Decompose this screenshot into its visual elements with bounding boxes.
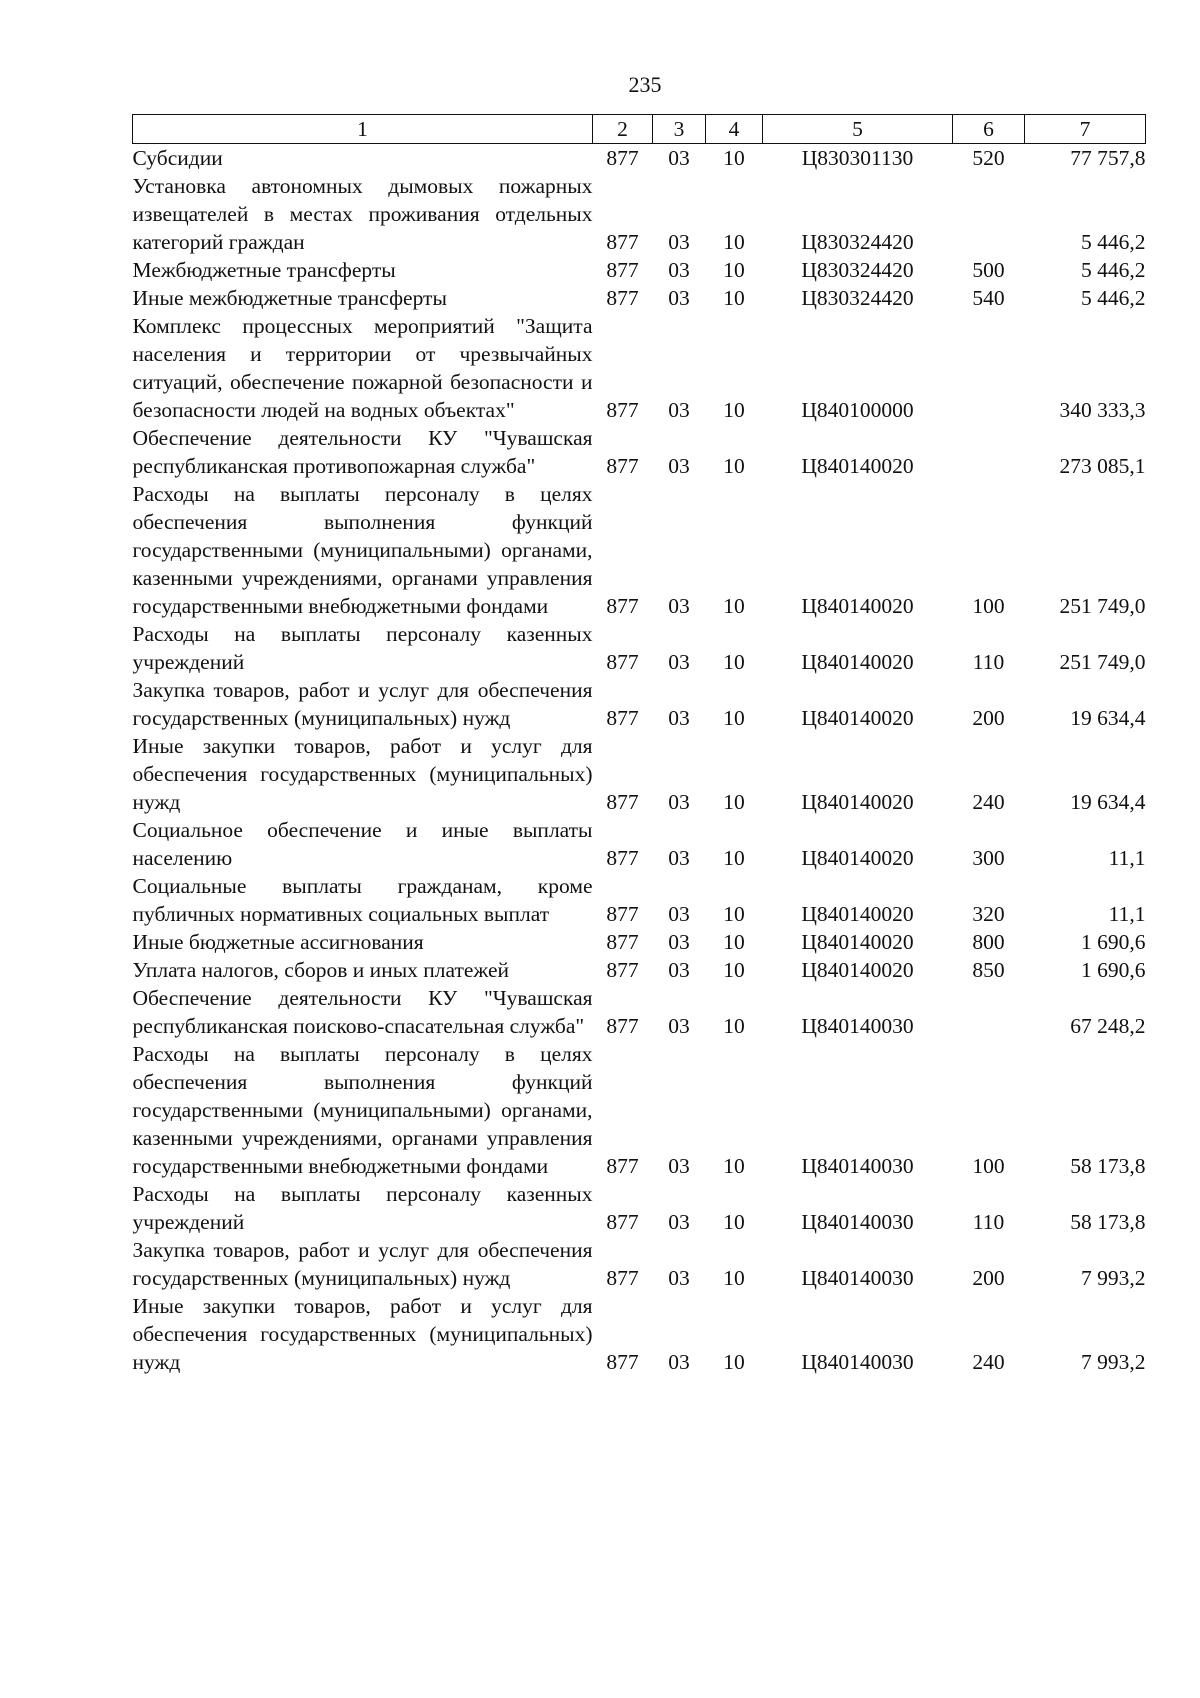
- ministry-code: 877: [606, 594, 639, 618]
- table-row: [133, 284, 1146, 312]
- ministry-code: 877: [606, 958, 639, 982]
- section-code: 03: [668, 258, 690, 282]
- expense-type-code: [953, 424, 1025, 480]
- subsection-code: 10: [723, 454, 745, 478]
- column-header: 6: [953, 115, 1025, 144]
- section-code: 03: [668, 846, 690, 870]
- expense-type-code: 100: [972, 594, 1005, 618]
- target-article-code: Ц830324420: [801, 230, 914, 254]
- ministry-code: 877: [606, 930, 639, 954]
- section-code: 03: [668, 1014, 690, 1038]
- column-header: 4: [706, 115, 763, 144]
- section-code: 03: [668, 1154, 690, 1178]
- target-article-code: Ц840140020: [801, 454, 914, 478]
- amount: 58 173,8: [1070, 1154, 1146, 1178]
- target-article-code: Ц830301130: [801, 146, 914, 170]
- subsection-code: 10: [723, 650, 745, 674]
- amount: 7 993,2: [1081, 1350, 1146, 1374]
- subsection-code: 10: [723, 258, 745, 282]
- amount: 1 690,6: [1081, 930, 1146, 954]
- subsection-code: 10: [723, 230, 745, 254]
- section-code: 03: [668, 790, 690, 814]
- target-article-code: Ц840140020: [801, 958, 914, 982]
- table-row: [133, 984, 1146, 1040]
- target-article-code: Ц840140020: [801, 846, 914, 870]
- row-name: Уплата налогов, сборов и иных платежей: [132, 958, 510, 982]
- section-code: 03: [668, 958, 690, 982]
- table-row: [133, 816, 1146, 872]
- expense-type-code: 850: [972, 958, 1005, 982]
- ministry-code: 877: [606, 398, 639, 422]
- table-row: [133, 256, 1146, 284]
- ministry-code: 877: [606, 146, 639, 170]
- target-article-code: Ц830324420: [801, 286, 914, 310]
- subsection-code: 10: [723, 1014, 745, 1038]
- table-row: [133, 144, 1146, 173]
- table-row: [133, 1040, 1146, 1180]
- row-name: Иные закупки товаров, работ и услуг для обеспечения государственных (муниципальных) нужд: [132, 1294, 593, 1374]
- expense-type-code: [953, 312, 1025, 424]
- row-name: Межбюджетные трансферты: [132, 258, 396, 282]
- row-name: Расходы на выплаты персоналу казенных учреждений: [132, 622, 593, 674]
- subsection-code: 10: [723, 846, 745, 870]
- amount: 5 446,2: [1081, 230, 1146, 254]
- amount: 5 446,2: [1081, 286, 1146, 310]
- amount: 340 333,3: [1059, 398, 1146, 422]
- column-header: 5: [763, 115, 953, 144]
- ministry-code: 877: [606, 286, 639, 310]
- subsection-code: 10: [723, 286, 745, 310]
- table-row: [133, 676, 1146, 732]
- ministry-code: 877: [606, 1350, 639, 1374]
- subsection-code: 10: [723, 1154, 745, 1178]
- table-row: [133, 424, 1146, 480]
- expense-type-code: 200: [972, 706, 1005, 730]
- target-article-code: Ц840140030: [801, 1154, 914, 1178]
- target-article-code: Ц840140030: [801, 1210, 914, 1234]
- expense-type-code: 100: [972, 1154, 1005, 1178]
- target-article-code: Ц840140030: [801, 1350, 914, 1374]
- target-article-code: Ц840140020: [801, 930, 914, 954]
- row-name: Иные межбюджетные трансферты: [132, 286, 447, 310]
- section-code: 03: [668, 1210, 690, 1234]
- expense-type-code: 200: [972, 1266, 1005, 1290]
- amount: 77 757,8: [1070, 146, 1146, 170]
- section-code: 03: [668, 902, 690, 926]
- subsection-code: 10: [723, 706, 745, 730]
- target-article-code: Ц840140020: [801, 594, 914, 618]
- subsection-code: 10: [723, 398, 745, 422]
- ministry-code: 877: [606, 650, 639, 674]
- amount: 11,1: [1108, 902, 1146, 926]
- section-code: 03: [668, 286, 690, 310]
- row-name: Социальное обеспечение и иные выплаты населению: [132, 818, 593, 870]
- ministry-code: 877: [606, 230, 639, 254]
- expense-type-code: 240: [972, 790, 1005, 814]
- section-code: 03: [668, 594, 690, 618]
- table-row: [133, 956, 1146, 984]
- amount: 58 173,8: [1070, 1210, 1146, 1234]
- subsection-code: 10: [723, 1210, 745, 1234]
- ministry-code: 877: [606, 454, 639, 478]
- subsection-code: 10: [723, 930, 745, 954]
- section-code: 03: [668, 454, 690, 478]
- expense-type-code: 800: [972, 930, 1005, 954]
- ministry-code: 877: [606, 1014, 639, 1038]
- amount: 19 634,4: [1070, 706, 1146, 730]
- expense-type-code: 540: [972, 286, 1005, 310]
- row-name: Обеспечение деятельности КУ "Чувашская республиканская противопожарная служба": [132, 426, 593, 478]
- amount: 5 446,2: [1081, 258, 1146, 282]
- expense-type-code: 500: [972, 258, 1005, 282]
- amount: 19 634,4: [1070, 790, 1146, 814]
- subsection-code: 10: [723, 902, 745, 926]
- row-name: Обеспечение деятельности КУ "Чувашская республиканская поисково-спасательная служба": [132, 986, 593, 1038]
- ministry-code: 877: [606, 258, 639, 282]
- table-row: [133, 1236, 1146, 1292]
- subsection-code: 10: [723, 958, 745, 982]
- expense-type-code: 240: [972, 1350, 1005, 1374]
- row-name: Расходы на выплаты персоналу казенных учреждений: [132, 1182, 593, 1234]
- expense-type-code: [953, 984, 1025, 1040]
- column-header: 7: [1025, 115, 1146, 144]
- section-code: 03: [668, 930, 690, 954]
- section-code: 03: [668, 1266, 690, 1290]
- target-article-code: Ц830324420: [801, 258, 914, 282]
- ministry-code: 877: [606, 902, 639, 926]
- expense-type-code: 110: [972, 650, 1005, 674]
- subsection-code: 10: [723, 146, 745, 170]
- table-row: [133, 1292, 1146, 1376]
- amount: 1 690,6: [1081, 958, 1146, 982]
- table-row: [133, 312, 1146, 424]
- table-row: [133, 872, 1146, 928]
- ministry-code: 877: [606, 1266, 639, 1290]
- expense-type-code: [953, 172, 1025, 256]
- target-article-code: Ц840140030: [801, 1266, 914, 1290]
- table-row: [133, 620, 1146, 676]
- row-name: Расходы на выплаты персоналу в целях обеспечения выполнения функций государственными (муниципальными) органами, казенными учреждениями, органами управления государственными внебюджетными фондами: [132, 482, 593, 618]
- section-code: 03: [668, 706, 690, 730]
- target-article-code: Ц840100000: [801, 398, 914, 422]
- ministry-code: 877: [606, 1154, 639, 1178]
- page-number: 235: [628, 72, 662, 97]
- section-code: 03: [668, 230, 690, 254]
- row-name: Комплекс процессных мероприятий "Защита населения и территории от чрезвычайных ситуаций, обеспечение пожарной безопасности и безопасности людей на водных объектах": [132, 314, 593, 422]
- subsection-code: 10: [723, 790, 745, 814]
- amount: 251 749,0: [1059, 650, 1146, 674]
- column-header: 3: [653, 115, 706, 144]
- target-article-code: Ц840140020: [801, 902, 914, 926]
- table-row: [133, 1180, 1146, 1236]
- column-header: 1: [133, 115, 593, 144]
- amount: 11,1: [1108, 846, 1146, 870]
- ministry-code: 877: [606, 790, 639, 814]
- row-name: Иные бюджетные ассигнования: [132, 930, 424, 954]
- expense-type-code: 300: [972, 846, 1005, 870]
- budget-table: [132, 114, 1146, 1376]
- table-row: [133, 732, 1146, 816]
- ministry-code: 877: [606, 706, 639, 730]
- table-row: [133, 172, 1146, 256]
- section-code: 03: [668, 398, 690, 422]
- row-name: Иные закупки товаров, работ и услуг для обеспечения государственных (муниципальных) нужд: [132, 734, 593, 814]
- subsection-code: 10: [723, 1266, 745, 1290]
- row-name: Расходы на выплаты персоналу в целях обеспечения выполнения функций государственными (муниципальными) органами, казенными учреждениями, органами управления государственными внебюджетными фондами: [132, 1042, 593, 1178]
- row-name: Социальные выплаты гражданам, кроме публичных нормативных социальных выплат: [132, 874, 593, 926]
- table-header: [133, 115, 1146, 144]
- row-name: Закупка товаров, работ и услуг для обеспечения государственных (муниципальных) нужд: [132, 678, 593, 730]
- section-code: 03: [668, 1350, 690, 1374]
- table-body: [133, 144, 1146, 1377]
- target-article-code: Ц840140030: [801, 1014, 914, 1038]
- table-row: [133, 928, 1146, 956]
- row-name: Закупка товаров, работ и услуг для обеспечения государственных (муниципальных) нужд: [132, 1238, 593, 1290]
- target-article-code: Ц840140020: [801, 790, 914, 814]
- subsection-code: 10: [723, 1350, 745, 1374]
- amount: 7 993,2: [1081, 1266, 1146, 1290]
- expense-type-code: 320: [972, 902, 1005, 926]
- amount: 67 248,2: [1070, 1014, 1146, 1038]
- row-name: Установка автономных дымовых пожарных извещателей в местах проживания отдельных категорий граждан: [132, 174, 593, 254]
- expense-type-code: 110: [972, 1210, 1005, 1234]
- expense-type-code: 520: [972, 146, 1005, 170]
- table-row: [133, 480, 1146, 620]
- ministry-code: 877: [606, 846, 639, 870]
- column-header: 2: [593, 115, 653, 144]
- subsection-code: 10: [723, 594, 745, 618]
- target-article-code: Ц840140020: [801, 650, 914, 674]
- amount: 251 749,0: [1059, 594, 1146, 618]
- section-code: 03: [668, 146, 690, 170]
- target-article-code: Ц840140020: [801, 706, 914, 730]
- section-code: 03: [668, 650, 690, 674]
- header-row: [133, 115, 1146, 144]
- ministry-code: 877: [606, 1210, 639, 1234]
- row-name: Субсидии: [132, 146, 223, 170]
- amount: 273 085,1: [1059, 454, 1146, 478]
